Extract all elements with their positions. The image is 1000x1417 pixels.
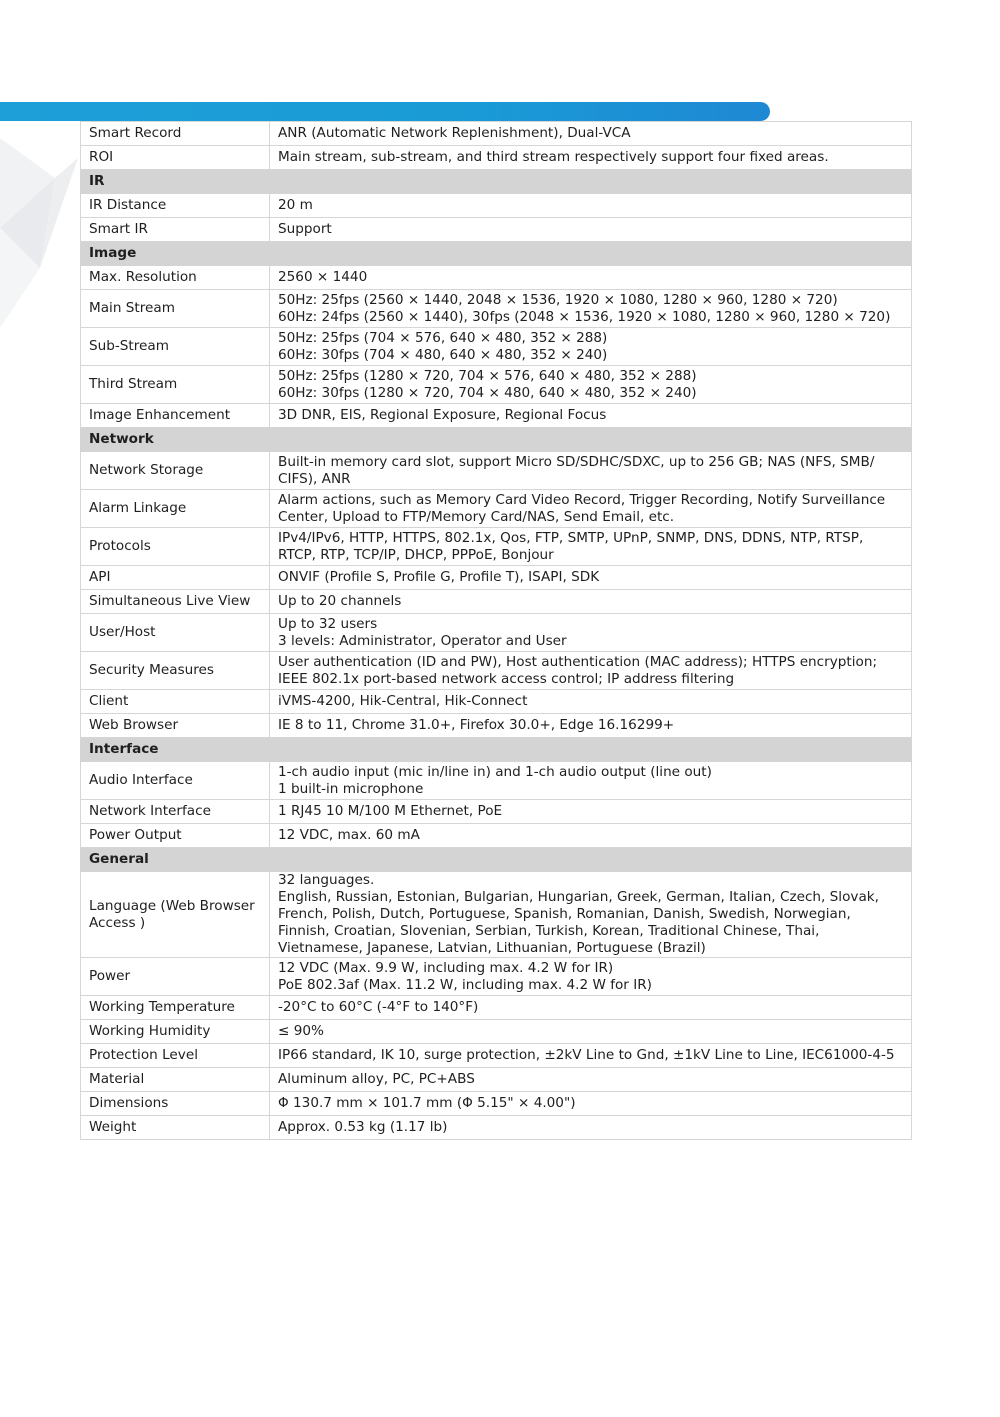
- spec-row: [81, 714, 912, 738]
- spec-value-line: 3 levels: Administrator, Operator and User: [278, 632, 567, 649]
- spec-value-line: IP66 standard, IK 10, surge protection, ±2kV Line to Gnd, ±1kV Line to Line, IEC61000-4-5: [278, 1047, 895, 1063]
- spec-label: Simultaneous Live View: [81, 590, 270, 614]
- spec-row: [81, 266, 912, 290]
- spec-value-line: 60Hz: 24fps (2560 × 1440), 30fps (2048 × 1536, 1920 × 1080, 1280 × 960, 1280 × 720): [278, 308, 891, 325]
- section-title: Network: [81, 428, 912, 452]
- spec-value: [270, 1116, 912, 1140]
- section-title: IR: [81, 170, 912, 194]
- spec-value: [270, 490, 912, 528]
- spec-value-line: 12 VDC, max. 60 mA: [278, 827, 420, 843]
- spec-value-line: ONVIF (Profile S, Profile G, Profile T), ISAPI, SDK: [278, 569, 600, 585]
- spec-row: [81, 824, 912, 848]
- spec-label: Third Stream: [81, 366, 270, 404]
- spec-value: [270, 590, 912, 614]
- spec-label: IR Distance: [81, 194, 270, 218]
- spec-value-line: PoE 802.3af (Max. 11.2 W, including max. 4.2 W for IR): [278, 976, 652, 993]
- spec-label: ROI: [81, 146, 270, 170]
- spec-row: [81, 366, 912, 404]
- spec-value: [270, 328, 912, 366]
- spec-row: [81, 218, 912, 242]
- spec-value: [270, 872, 912, 958]
- spec-value: [270, 1020, 912, 1044]
- spec-row: [81, 490, 912, 528]
- spec-value-line: 60Hz: 30fps (704 × 480, 640 × 480, 352 × 240): [278, 346, 608, 363]
- spec-row: [81, 122, 912, 146]
- spec-label: Protocols: [81, 528, 270, 566]
- spec-value: [270, 452, 912, 490]
- spec-row: [81, 328, 912, 366]
- spec-value-line: Up to 20 channels: [278, 593, 402, 609]
- spec-value-line: ANR (Automatic Network Replenishment), Dual-VCA: [278, 125, 631, 141]
- spec-value: [270, 366, 912, 404]
- spec-label: Network Interface: [81, 800, 270, 824]
- spec-value-line: -20°C to 60°C (-4°F to 140°F): [278, 999, 479, 1015]
- spec-value-line: English, Russian, Estonian, Bulgarian, Hungarian, Greek, German, Italian, Czech, Slovak,: [278, 889, 879, 905]
- spec-value-line: Up to 32 users: [278, 615, 378, 632]
- spec-value-line: 1-ch audio input (mic in/line in) and 1-ch audio output (line out): [278, 763, 712, 780]
- spec-value-line: Finnish, Croatian, Slovenian, Serbian, Turkish, Korean, Traditional Chinese, Thai,: [278, 923, 820, 939]
- spec-label: Working Temperature: [81, 996, 270, 1020]
- spec-row: [81, 996, 912, 1020]
- spec-label: API: [81, 566, 270, 590]
- spec-value: [270, 800, 912, 824]
- spec-row: [81, 1044, 912, 1068]
- spec-value: [270, 1092, 912, 1116]
- spec-row: [81, 1116, 912, 1140]
- spec-value-line: 50Hz: 25fps (1280 × 720, 704 × 576, 640 × 480, 352 × 288): [278, 367, 697, 384]
- spec-value-line: Built-in memory card slot, support Micro SD/SDHC/SDXC, up to 256 GB; NAS (NFS, SMB/: [278, 453, 875, 470]
- spec-value: [270, 652, 912, 690]
- spec-row: [81, 762, 912, 800]
- spec-label: Smart Record: [81, 122, 270, 146]
- spec-value-line: 3D DNR, EIS, Regional Exposure, Regional Focus: [278, 407, 607, 423]
- spec-row: [81, 800, 912, 824]
- spec-value-line: 20 m: [278, 197, 313, 213]
- spec-value-line: RTCP, RTP, TCP/IP, DHCP, PPPoE, Bonjour: [278, 546, 554, 563]
- spec-value-line: User authentication (ID and PW), Host authentication (MAC address); HTTPS encryption;: [278, 653, 878, 670]
- spec-label: Material: [81, 1068, 270, 1092]
- spec-value-line: Support: [278, 221, 332, 237]
- spec-label: Dimensions: [81, 1092, 270, 1116]
- spec-value: [270, 122, 912, 146]
- spec-label: Weight: [81, 1116, 270, 1140]
- spec-value: [270, 714, 912, 738]
- spec-value-line: Approx. 0.53 kg (1.17 lb): [278, 1119, 448, 1135]
- spec-value: [270, 194, 912, 218]
- spec-value: [270, 824, 912, 848]
- spec-row: [81, 872, 912, 958]
- section-title: Interface: [81, 738, 912, 762]
- decorative-triangles: [0, 118, 80, 348]
- spec-row: [81, 1092, 912, 1116]
- spec-value-line: CIFS), ANR: [278, 470, 351, 487]
- spec-value-line: ≤ 90%: [278, 1023, 324, 1039]
- spec-value-line: 50Hz: 25fps (2560 × 1440, 2048 × 1536, 1920 × 1080, 1280 × 960, 1280 × 720): [278, 291, 838, 308]
- spec-value-line: Alarm actions, such as Memory Card Video Record, Trigger Recording, Notify Surveillance: [278, 491, 886, 508]
- spec-label: Protection Level: [81, 1044, 270, 1068]
- spec-value-line: IE 8 to 11, Chrome 31.0+, Firefox 30.0+, Edge 16.16299+: [278, 717, 675, 733]
- spec-value-line: Center, Upload to FTP/Memory Card/NAS, Send Email, etc.: [278, 508, 675, 525]
- spec-value: [270, 690, 912, 714]
- spec-value: [270, 528, 912, 566]
- spec-label: Main Stream: [81, 290, 270, 328]
- spec-row: [81, 452, 912, 490]
- spec-value: [270, 958, 912, 996]
- spec-value-line: 1 RJ45 10 M/100 M Ethernet, PoE: [278, 803, 503, 819]
- spec-row: [81, 528, 912, 566]
- spec-value: [270, 1068, 912, 1092]
- spec-label: User/Host: [81, 614, 270, 652]
- spec-table: [80, 121, 912, 1140]
- spec-label: Client: [81, 690, 270, 714]
- spec-row: [81, 652, 912, 690]
- spec-row: [81, 614, 912, 652]
- spec-label: Alarm Linkage: [81, 490, 270, 528]
- section-header: [81, 170, 912, 194]
- spec-value-line: 12 VDC (Max. 9.9 W, including max. 4.2 W for IR): [278, 959, 614, 976]
- spec-value-line: 2560 × 1440: [278, 269, 368, 285]
- spec-value-line: IEEE 802.1x port-based network access control; IP address filtering: [278, 670, 735, 687]
- spec-row: [81, 194, 912, 218]
- spec-value-line: 1 built-in microphone: [278, 780, 424, 797]
- spec-value-line: Vietnamese, Japanese, Latvian, Lithuanian, Portuguese (Brazil): [278, 940, 706, 956]
- section-header: [81, 738, 912, 762]
- spec-row: [81, 404, 912, 428]
- section-title: General: [81, 848, 912, 872]
- spec-value: [270, 762, 912, 800]
- spec-row: [81, 566, 912, 590]
- spec-row: [81, 690, 912, 714]
- spec-value: [270, 290, 912, 328]
- spec-row: [81, 290, 912, 328]
- spec-label: Audio Interface: [81, 762, 270, 800]
- spec-value: [270, 614, 912, 652]
- section-title: Image: [81, 242, 912, 266]
- spec-label: Image Enhancement: [81, 404, 270, 428]
- spec-label: Language (Web Browser Access ): [81, 872, 270, 958]
- spec-label: Max. Resolution: [81, 266, 270, 290]
- section-header: [81, 848, 912, 872]
- spec-value: [270, 146, 912, 170]
- section-header: [81, 428, 912, 452]
- spec-value-line: 32 languages.: [278, 872, 375, 888]
- spec-label: Power Output: [81, 824, 270, 848]
- spec-value-line: IPv4/IPv6, HTTP, HTTPS, 802.1x, Qos, FTP, SMTP, UPnP, SNMP, DNS, DDNS, NTP, RTSP,: [278, 529, 864, 546]
- spec-value-line: Aluminum alloy, PC, PC+ABS: [278, 1071, 475, 1087]
- spec-row: [81, 146, 912, 170]
- spec-value-line: 50Hz: 25fps (704 × 576, 640 × 480, 352 × 288): [278, 329, 608, 346]
- spec-row: [81, 1020, 912, 1044]
- spec-label: Web Browser: [81, 714, 270, 738]
- spec-value-line: 60Hz: 30fps (1280 × 720, 704 × 480, 640 × 480, 352 × 240): [278, 384, 697, 401]
- spec-row: [81, 590, 912, 614]
- spec-value: [270, 996, 912, 1020]
- spec-label: Power: [81, 958, 270, 996]
- spec-value-line: iVMS-4200, Hik-Central, Hik-Connect: [278, 693, 528, 709]
- spec-label: Sub-Stream: [81, 328, 270, 366]
- spec-row: [81, 958, 912, 996]
- spec-label: Working Humidity: [81, 1020, 270, 1044]
- spec-value: [270, 218, 912, 242]
- spec-value: [270, 266, 912, 290]
- spec-value-line: Main stream, sub-stream, and third stream respectively support four fixed areas.: [278, 149, 829, 165]
- spec-row: [81, 1068, 912, 1092]
- spec-label: Security Measures: [81, 652, 270, 690]
- spec-label: Network Storage: [81, 452, 270, 490]
- spec-value: [270, 404, 912, 428]
- spec-value: [270, 566, 912, 590]
- spec-value-line: Φ 130.7 mm × 101.7 mm (Φ 5.15" × 4.00"): [278, 1095, 576, 1111]
- spec-label: Smart IR: [81, 218, 270, 242]
- header-accent-bar: [0, 102, 770, 121]
- section-header: [81, 242, 912, 266]
- spec-value-line: French, Polish, Dutch, Portuguese, Spanish, Romanian, Danish, Swedish, Norwegian,: [278, 906, 851, 922]
- spec-value: [270, 1044, 912, 1068]
